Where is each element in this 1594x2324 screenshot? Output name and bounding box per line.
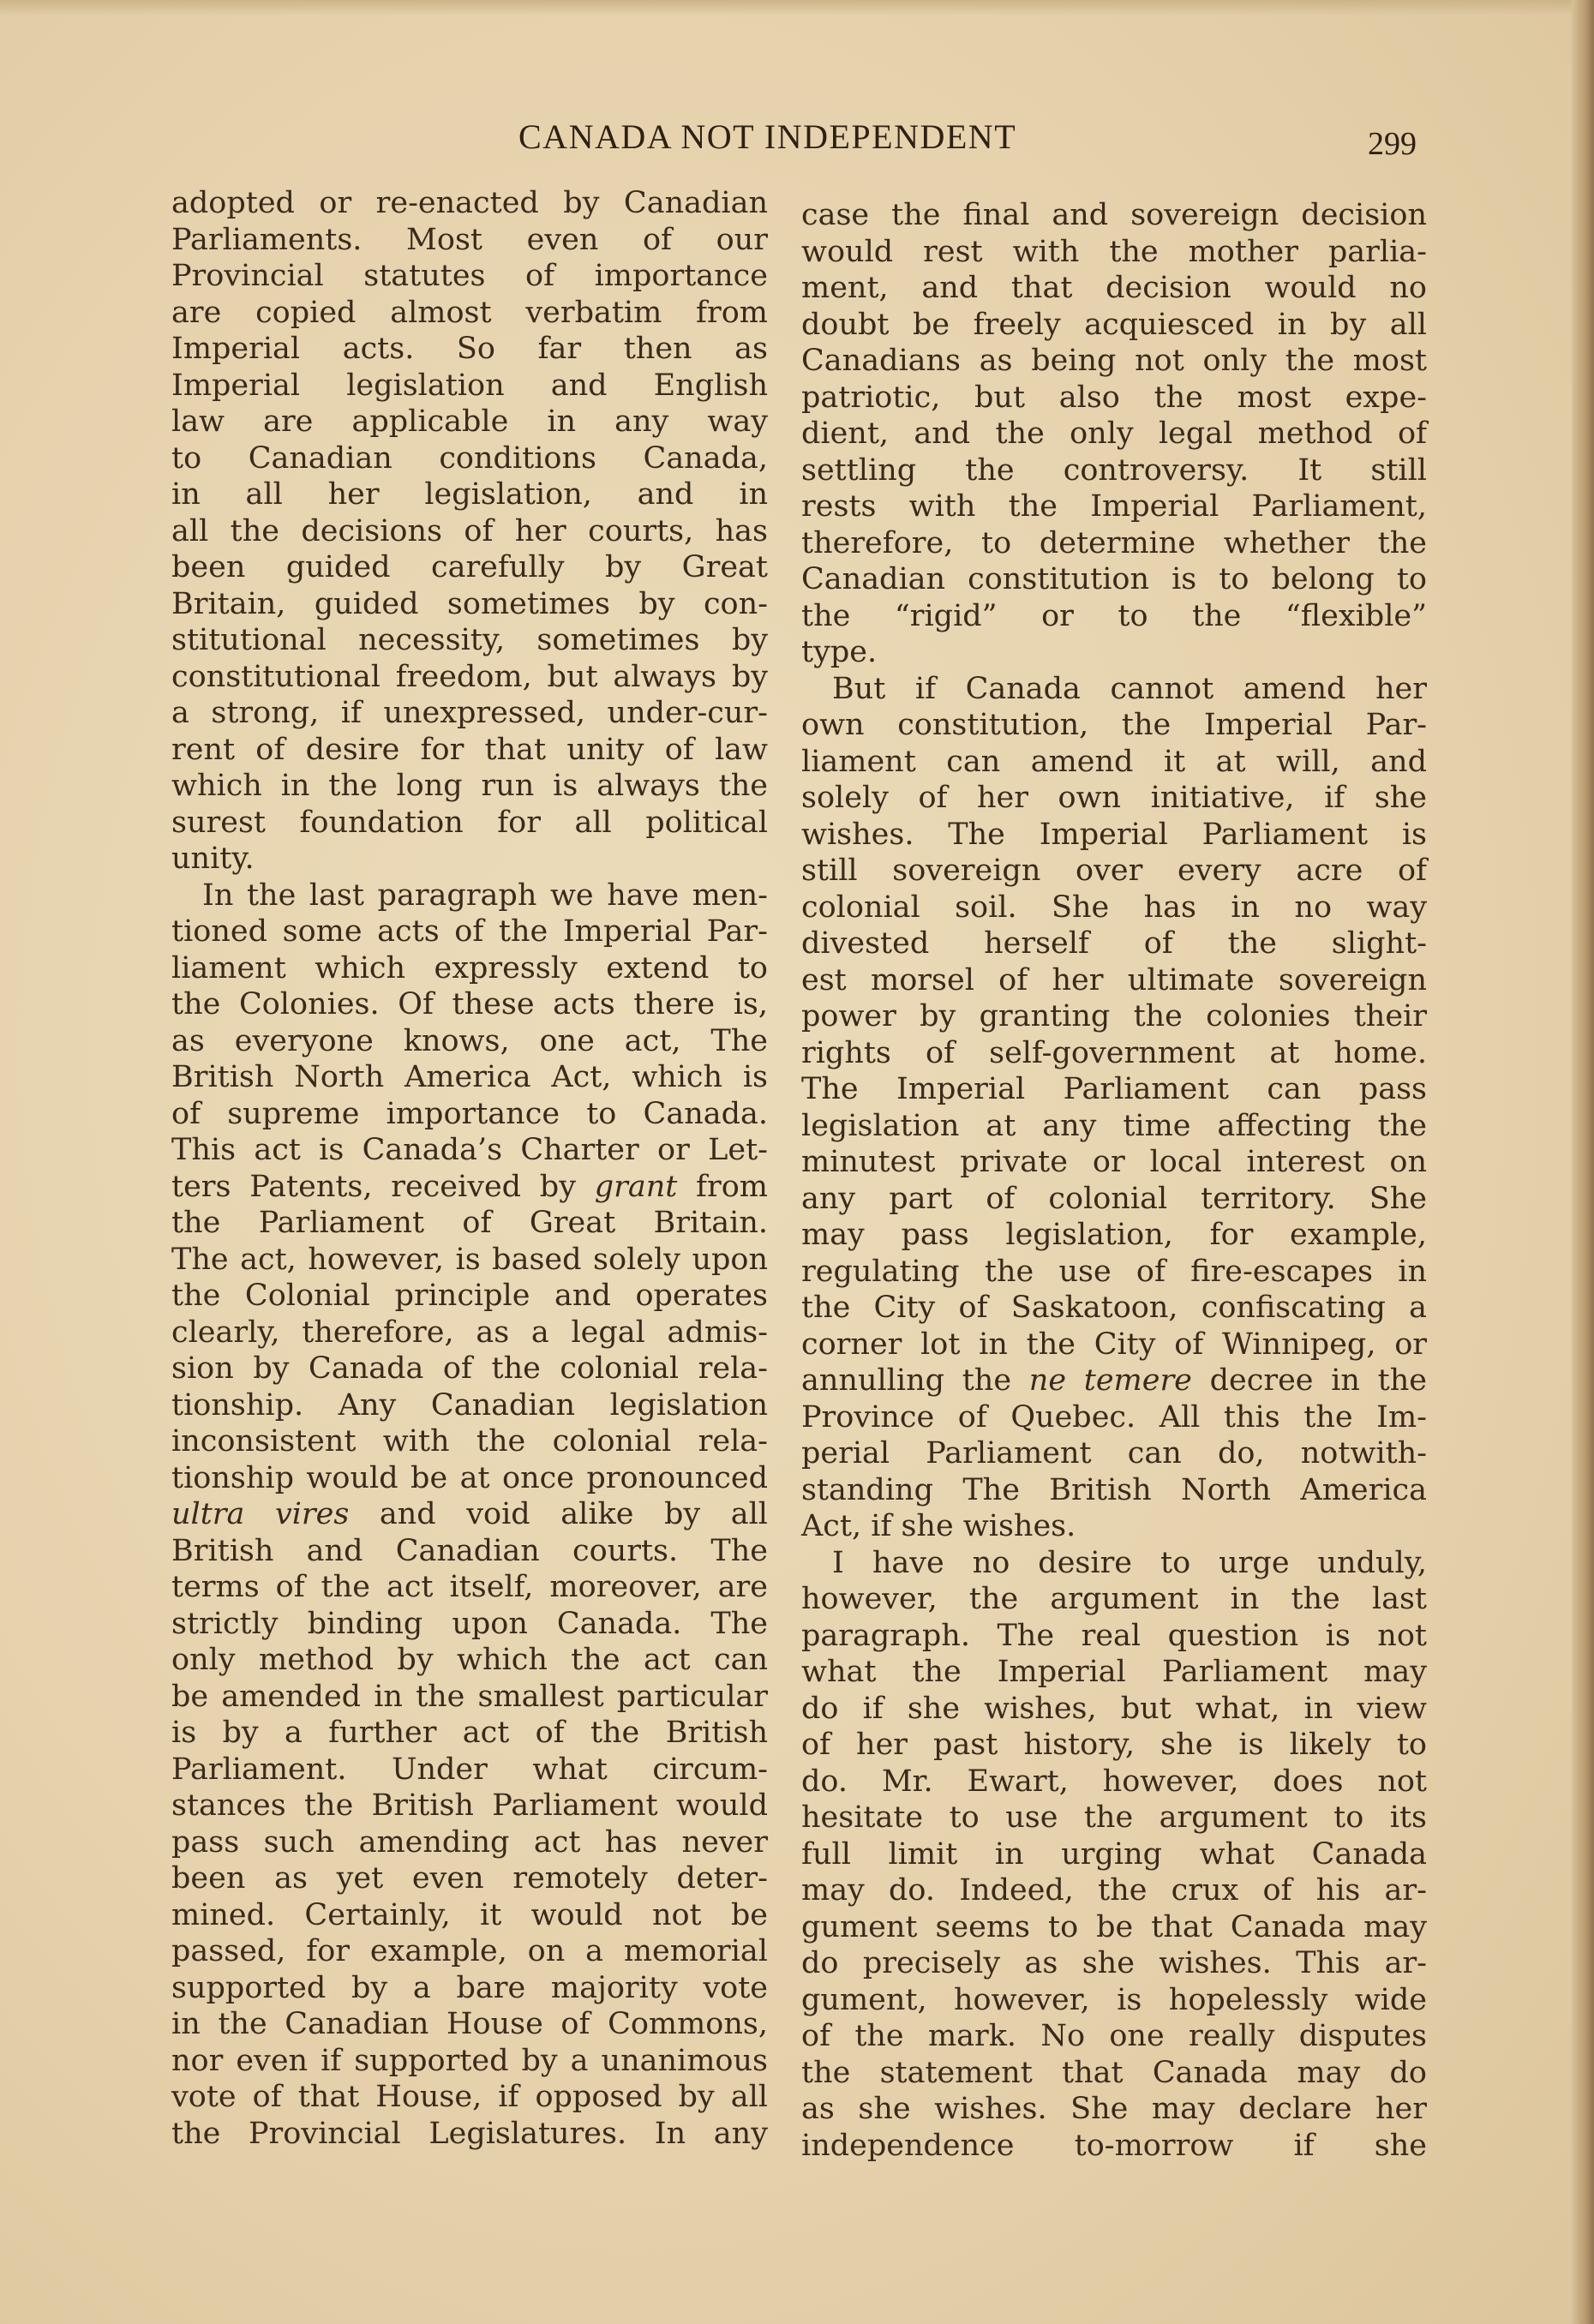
text-line: patriotic, but also the most expe- [801, 380, 1427, 415]
text-line: of the mark. No one really disputes [801, 2019, 1427, 2053]
text-line: Parliaments. Most even of our [171, 222, 768, 257]
text-line: liament can amend it at will, and [801, 744, 1427, 779]
text-line: the Provincial Legislatures. In any [171, 2116, 768, 2151]
text-line: minutest private or local interest on [801, 1145, 1427, 1179]
left-column [171, 185, 768, 2152]
text-line: however, the argument in the last [801, 1582, 1427, 1616]
page-top-edge [0, 0, 1594, 15]
text-line: In the last paragraph we have men- [202, 877, 768, 913]
text-line: in all her legislation, and in [171, 477, 768, 512]
text-line: are copied almost verbatim from [171, 295, 768, 330]
text-line: would rest with the mother parlia- [801, 234, 1427, 269]
text-line: the Colonies. Of these acts there is, [171, 987, 768, 1021]
text-line: of her past history, she is likely to [801, 1728, 1427, 1762]
text-line: rights of self-government at home. [801, 1035, 1427, 1070]
text-line: do if she wishes, but what, in view [801, 1691, 1427, 1726]
text-line: any part of colonial territory. She [801, 1181, 1427, 1216]
text-line: gument seems to be that Canada may [801, 1909, 1427, 1944]
text-line: ment, and that decision would no [801, 271, 1427, 305]
text-line: surest foundation for all political [171, 805, 768, 840]
text-segment: annulling the [801, 1363, 1029, 1398]
text-line: regulating the use of fire-escapes in [801, 1254, 1427, 1289]
text-line: stitutional necessity, sometimes by [171, 623, 768, 657]
italic-term: ne temere [1028, 1363, 1192, 1398]
text-line: paragraph. The real question is not [801, 1618, 1427, 1653]
text-line: The Imperial Parliament can pass [801, 1072, 1427, 1106]
text-line: rests with the Imperial Parliament, [801, 489, 1427, 524]
text-line [171, 1496, 768, 1533]
text-line: therefore, to determine whether the [801, 525, 1427, 560]
text-line: of supreme importance to Canada. [171, 1096, 768, 1131]
text-line: as she wishes. She may declare her [801, 2092, 1427, 2126]
text-line: Province of Quebec. All this the Im- [801, 1399, 1427, 1435]
text-line: the City of Saskatoon, confiscating a [801, 1291, 1427, 1325]
page-right-edge [1572, 0, 1594, 2324]
text-line: type. [801, 635, 878, 669]
text-line: divested herself of the slight- [801, 926, 1427, 961]
text-line: settling the controversy. It still [801, 452, 1427, 488]
text-segment: and void alike by all [349, 1497, 768, 1531]
text-line: pass such amending act has never [171, 1824, 768, 1860]
text-line: strictly binding upon Canada. The [171, 1606, 768, 1641]
text-line: The act, however, is based solely upon [171, 1242, 768, 1277]
text-line: inconsistent with the colonial rela- [171, 1424, 768, 1458]
text-line [171, 1169, 768, 1206]
text-line: perial Parliament can do, notwith- [801, 1436, 1427, 1470]
text-line: constitutional freedom, but always by [171, 659, 768, 694]
text-line: in the Canadian House of Commons, [171, 2007, 768, 2041]
text-line: adopted or re-enacted by Canadian [171, 186, 768, 220]
italic-term: ultra vires [171, 1497, 350, 1531]
text-line: all the decisions of her courts, has [171, 513, 768, 548]
text-line: a strong, if unexpressed, under-cur- [171, 696, 768, 730]
text-line: standing The British North America [801, 1472, 1427, 1507]
text-segment: ters Patents, received by [171, 1169, 595, 1204]
text-line: the statement that Canada may do [801, 2055, 1427, 2090]
text-line: passed, for example, on a memorial [171, 1934, 768, 1968]
text-line: British North America Act, which is [171, 1060, 768, 1094]
text-line: Provincial statutes of importance [171, 259, 768, 293]
text-segment: decree in the [1191, 1363, 1428, 1398]
text-line: doubt be freely acquiesced in by all [801, 307, 1427, 342]
text-line: the “rigid” or to the “flexible” [801, 598, 1427, 633]
text-line: est morsel of her ultimate sovereign [801, 962, 1427, 997]
italic-term: grant [594, 1169, 678, 1204]
text-segment: from [677, 1169, 768, 1204]
text-line: to Canadian conditions Canada, [171, 440, 768, 476]
text-line: legislation at any time affecting the [801, 1108, 1427, 1143]
text-line: stances the British Parliament would [171, 1788, 768, 1823]
text-line: clearly, therefore, as a legal admis- [171, 1315, 768, 1350]
text-line: tionship. Any Canadian legislation [171, 1387, 768, 1423]
text-line: only method by which the act can [171, 1643, 768, 1677]
text-line: solely of her own initiative, if she [801, 781, 1427, 815]
text-line: rent of desire for that unity of law [171, 732, 768, 767]
text-line: Canadians as being not only the most [801, 344, 1427, 378]
text-line: unity. [171, 842, 255, 876]
text-line: law are applicable in any way [171, 404, 768, 439]
text-line: which in the long run is always the [171, 769, 768, 803]
text-line: gument, however, is hopelessly wide [801, 1982, 1427, 2017]
text-line: be amended in the smallest particular [171, 1679, 768, 1714]
text-line: do. Mr. Ewart, however, does not [801, 1764, 1427, 1799]
text-line: British and Canadian courts. The [171, 1533, 768, 1568]
text-line: full limit in urging what Canada [801, 1836, 1427, 1872]
text-line: Parliament. Under what circum- [171, 1752, 768, 1787]
text-line: terms of the act itself, moreover, are [171, 1570, 768, 1604]
text-line: case the final and sovereign decision [801, 198, 1427, 232]
text-line: may do. Indeed, the crux of his ar- [801, 1873, 1427, 1908]
text-line: do precisely as she wishes. This ar- [801, 1946, 1427, 1980]
text-line: nor even if supported by a unanimous [171, 2043, 768, 2078]
text-line: Imperial legislation and English [171, 368, 768, 403]
text-line: what the Imperial Parliament may [801, 1655, 1427, 1689]
text-line: is by a further act of the British [171, 1716, 768, 1750]
text-line: Canadian constitution is to belong to [801, 562, 1427, 596]
text-line: hesitate to use the argument to its [801, 1800, 1427, 1835]
text-line: independence to-morrow if she [801, 2128, 1427, 2163]
text-line: I have no desire to urge unduly, [832, 1545, 1427, 1580]
text-line: been guided carefully by Great [171, 550, 768, 584]
text-line: Imperial acts. So far then as [171, 332, 768, 366]
text-line: But if Canada cannot amend her [832, 671, 1427, 706]
text-line: supported by a bare majority vote [171, 1970, 768, 2005]
text-line: liament which expressly extend to [171, 950, 768, 985]
text-line: wishes. The Imperial Parliament is [801, 817, 1427, 852]
text-line: Britain, guided sometimes by con- [171, 586, 768, 621]
text-line: dient, and the only legal method of [801, 416, 1427, 451]
text-line: vote of that House, if opposed by all [171, 2080, 768, 2114]
text-line: power by granting the colonies their [801, 999, 1427, 1033]
running-head: CANADA NOT INDEPENDENT [518, 117, 1017, 156]
text-line: the Colonial principle and operates [171, 1279, 768, 1313]
text-line: sion by Canada of the colonial rela- [171, 1351, 768, 1386]
text-line: tioned some acts of the Imperial Par- [171, 914, 768, 949]
text-line: corner lot in the City of Winnipeg, or [801, 1327, 1427, 1362]
text-line: colonial soil. She has in no way [801, 889, 1427, 925]
text-line [801, 1363, 1427, 1399]
right-column [801, 197, 1427, 2164]
text-line: still sovereign over every acre of [801, 854, 1427, 888]
text-line: been as yet even remotely deter- [171, 1861, 768, 1896]
text-line: This act is Canada’s Charter or Let- [171, 1133, 768, 1167]
text-line: may pass legislation, for example, [801, 1218, 1427, 1252]
text-line: as everyone knows, one act, The [171, 1023, 768, 1058]
page-number: 299 [1368, 126, 1417, 162]
text-line: Act, if she wishes. [801, 1509, 1076, 1543]
text-line: tionship would be at once pronounced [171, 1460, 768, 1495]
text-line: own constitution, the Imperial Par- [801, 708, 1427, 742]
text-line: the Parliament of Great Britain. [171, 1206, 768, 1240]
text-line: mined. Certainly, it would not be [171, 1897, 768, 1932]
